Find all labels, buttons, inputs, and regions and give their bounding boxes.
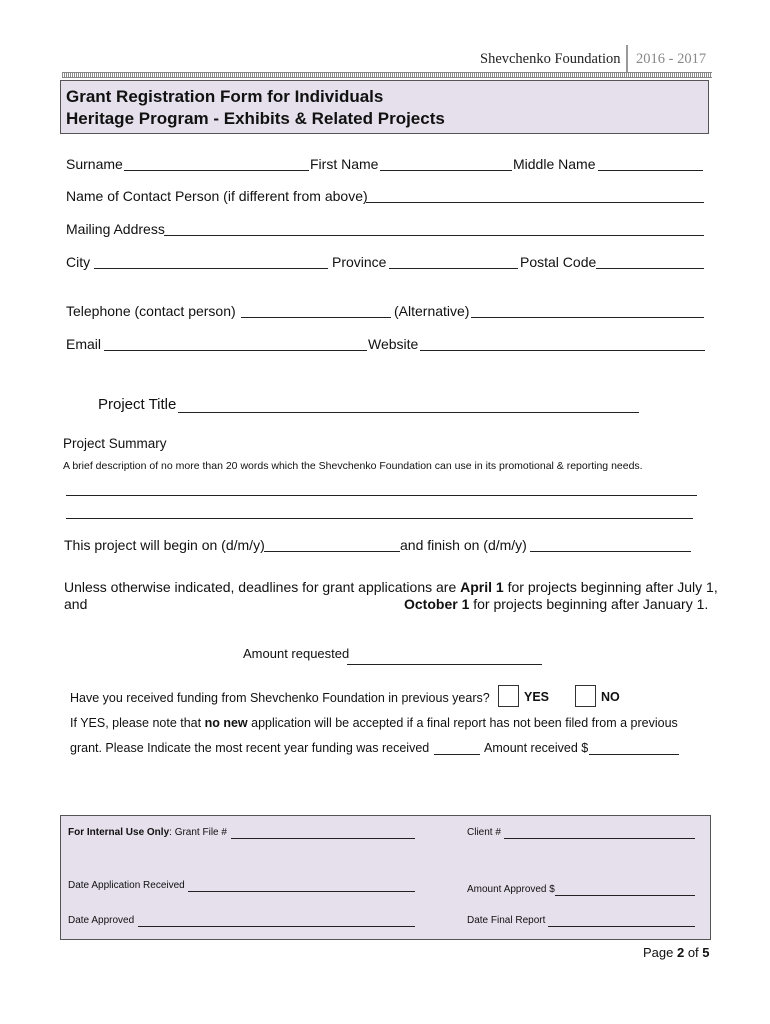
city-input[interactable] xyxy=(94,268,328,269)
project-title-input[interactable] xyxy=(178,412,639,413)
deadlines-line-2-prefix: and xyxy=(64,596,88,612)
amount-approved-input[interactable] xyxy=(555,895,695,896)
deadlines-line-1: Unless otherwise indicated, deadlines for grant applications are April 1 for projects beginning after July 1, xyxy=(64,579,718,595)
mailing-address-label: Mailing Address xyxy=(66,221,165,237)
title-box xyxy=(60,80,709,134)
date-received-label: Date Application Received xyxy=(68,880,185,891)
no-label: NO xyxy=(601,690,620,704)
internal-use-box xyxy=(60,815,711,940)
telephone-label: Telephone (contact person) xyxy=(66,303,236,319)
project-summary-heading: Project Summary xyxy=(63,436,167,451)
project-title-label: Project Title xyxy=(98,396,177,413)
grant-file-input[interactable] xyxy=(231,838,415,839)
email-label: Email xyxy=(66,336,102,352)
province-input[interactable] xyxy=(389,268,518,269)
website-label: Website xyxy=(368,336,419,352)
deadlines-line-2: October 1 for projects beginning after January 1. xyxy=(404,596,709,612)
deadline-april: April 1 xyxy=(460,579,504,595)
header-divider xyxy=(626,45,628,75)
header-organization: Shevchenko Foundation xyxy=(480,51,621,67)
date-final-report-label: Date Final Report xyxy=(467,915,546,926)
recent-year-input[interactable] xyxy=(434,754,480,755)
date-approved-input[interactable] xyxy=(138,926,415,927)
no-checkbox[interactable] xyxy=(575,685,596,707)
amount-requested-input[interactable] xyxy=(347,664,542,665)
amount-received-input[interactable] xyxy=(589,754,679,755)
client-input[interactable] xyxy=(504,838,695,839)
date-approved-label: Date Approved xyxy=(68,915,135,926)
project-summary-description: A brief description of no more than 20 words which the Shevchenko Foundation can use in its promotional & reporting needs. xyxy=(63,460,643,472)
first-name-input[interactable] xyxy=(380,170,512,171)
amount-received-label: Amount received $ xyxy=(484,741,589,755)
middle-name-label: Middle Name xyxy=(513,156,596,172)
begin-date-input[interactable] xyxy=(264,551,400,552)
postal-code-label: Postal Code xyxy=(520,254,597,270)
alternative-label: (Alternative) xyxy=(394,303,470,319)
first-name-label: First Name xyxy=(310,156,379,172)
date-final-report-input[interactable] xyxy=(548,926,695,927)
finish-date-label: and finish on (d/m/y) xyxy=(400,537,527,553)
header-year: 2016 - 2017 xyxy=(636,51,707,67)
yes-checkbox[interactable] xyxy=(498,685,519,707)
telephone-input[interactable] xyxy=(241,317,391,318)
amount-approved-label: Amount Approved $ xyxy=(467,884,555,895)
form-title: Grant Registration Form for Individuals xyxy=(66,87,384,106)
postal-code-input[interactable] xyxy=(596,268,704,269)
finish-date-input[interactable] xyxy=(530,551,691,552)
client-label: Client # xyxy=(467,827,501,838)
previous-funding-note: If YES, please note that no new application will be accepted if a final report has not been filed from a previous xyxy=(70,716,678,730)
recent-year-label: grant. Please Indicate the most recent year funding was received xyxy=(70,741,430,755)
begin-date-label: This project will begin on (d/m/y) xyxy=(64,537,265,553)
city-label: City xyxy=(66,254,91,270)
yes-label: YES xyxy=(524,690,550,704)
surname-input[interactable] xyxy=(124,170,309,171)
contact-person-input[interactable] xyxy=(366,202,704,203)
project-summary-line-1[interactable] xyxy=(66,495,697,496)
date-received-input[interactable] xyxy=(188,891,415,892)
mailing-address-input[interactable] xyxy=(164,235,704,236)
contact-person-label: Name of Contact Person (if different from above) xyxy=(66,188,368,204)
province-label: Province xyxy=(332,254,387,270)
email-input[interactable] xyxy=(104,350,367,351)
project-summary-line-2[interactable] xyxy=(66,518,693,519)
grant-file-label: For Internal Use Only: Grant File # xyxy=(68,827,227,838)
middle-name-input[interactable] xyxy=(598,170,703,171)
deadline-october: October 1 xyxy=(404,596,470,612)
surname-label: Surname xyxy=(66,156,123,172)
page-number: Page 2 of 5 xyxy=(643,945,710,960)
header-rule xyxy=(62,72,712,78)
previous-funding-question: Have you received funding from Shevchenko Foundation in previous years? xyxy=(70,691,490,705)
form-subtitle: Heritage Program - Exhibits & Related Projects xyxy=(66,109,445,128)
alternative-phone-input[interactable] xyxy=(471,317,704,318)
website-input[interactable] xyxy=(420,350,705,351)
amount-requested-label: Amount requested xyxy=(243,646,350,661)
